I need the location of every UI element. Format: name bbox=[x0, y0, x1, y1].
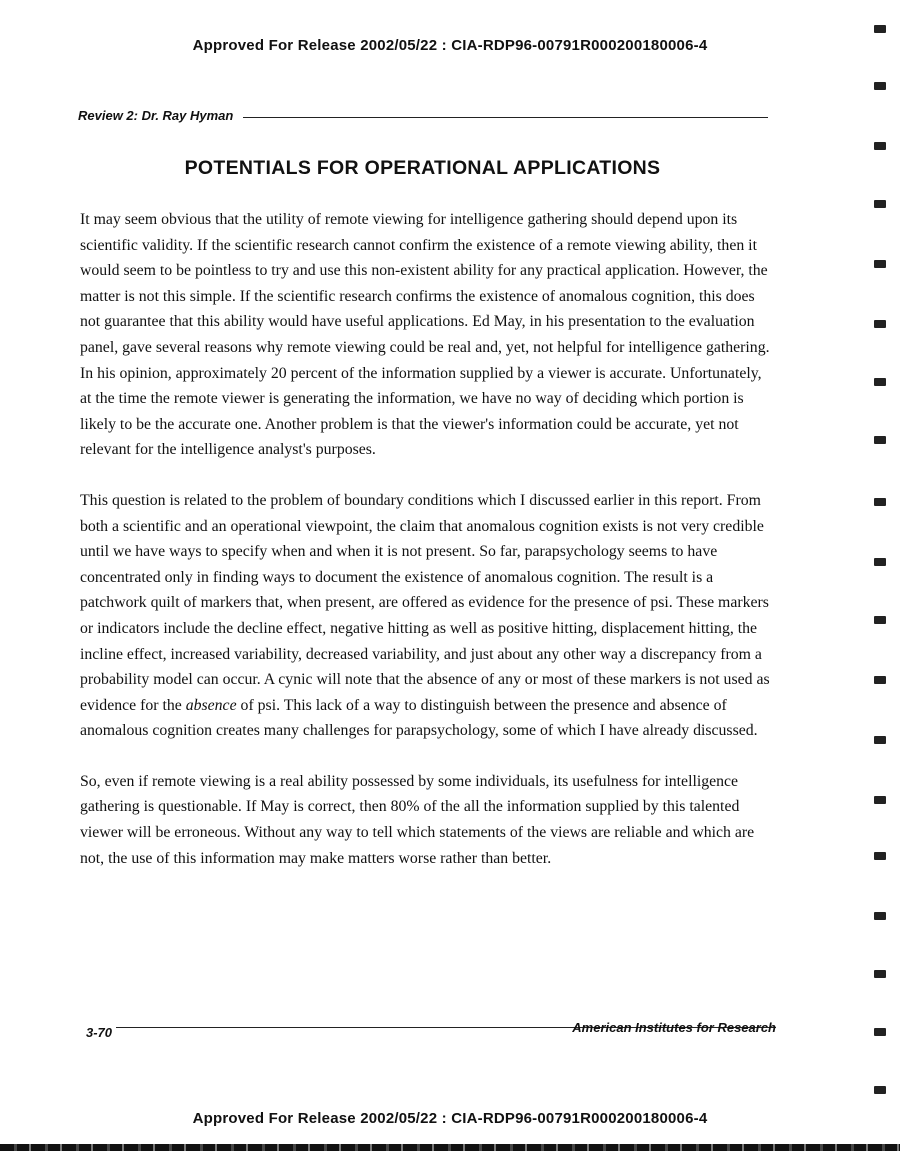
paragraph-2-text-a: This question is related to the problem of boundary conditions which I discussed earlier in this report. From both a scientific and an operational viewpoint, the claim that anomalous cognition exists is not very credible until we have ways to specify when and when it is not present. So far, parapsychology seems to have concentrated only in finding ways to document the existence of anomalous cognition. The result is a patchwork quilt of markers that, when present, are offered as evidence for the presence of psi. These markers or indicators include the decline effect, negative hitting as well as positive hitting, displacement hitting, the incline effect, increased variability, decreased variability, and just about any other way a discrepancy from a probability model can occur. A cynic will note that the absence of any or most of these markers is not used as evidence for the bbox=[80, 491, 770, 714]
organization-name: American Institutes for Research bbox=[572, 1020, 776, 1035]
scan-mark bbox=[874, 616, 886, 624]
scan-mark bbox=[874, 1086, 886, 1094]
paragraph-2-text-b: of psi. This lack of a way to distinguish between the presence and absence of anomalous cognition creates many challenges for parapsychology, some of which I have already discussed. bbox=[80, 696, 758, 740]
scan-mark bbox=[874, 558, 886, 566]
header-rule bbox=[243, 117, 768, 118]
paragraph-2 bbox=[80, 488, 770, 744]
scan-edge-strip bbox=[0, 1144, 900, 1151]
scan-mark bbox=[874, 796, 886, 804]
scan-mark bbox=[874, 970, 886, 978]
release-stamp-bottom: Approved For Release 2002/05/22 : CIA-RDP96-00791R000200180006-4 bbox=[192, 1110, 708, 1127]
scan-mark bbox=[874, 378, 886, 386]
scan-mark bbox=[874, 736, 886, 744]
section-title: POTENTIALS FOR OPERATIONAL APPLICATIONS bbox=[184, 157, 661, 179]
scan-mark bbox=[874, 142, 886, 150]
scan-mark bbox=[874, 498, 886, 506]
scan-mark bbox=[874, 676, 886, 684]
paragraph-2-emphasis: absence bbox=[185, 696, 237, 714]
body-text bbox=[80, 207, 770, 896]
page-footer bbox=[86, 1020, 776, 1050]
running-header bbox=[78, 108, 768, 123]
scan-mark bbox=[874, 200, 886, 208]
scan-mark bbox=[874, 320, 886, 328]
page-number: 3-70 bbox=[86, 1025, 113, 1040]
scan-mark bbox=[874, 852, 886, 860]
scan-mark bbox=[874, 25, 886, 33]
scan-mark bbox=[874, 82, 886, 90]
scan-margin-marks bbox=[870, 20, 892, 1100]
scan-mark bbox=[874, 912, 886, 920]
scan-mark bbox=[874, 1028, 886, 1036]
review-author-label: Review 2: Dr. Ray Hyman bbox=[78, 108, 234, 123]
paragraph-3: So, even if remote viewing is a real ability possessed by some individuals, its usefulness for intelligence gathering is questionable. If May is correct, then 80% of the all the information supplied by this talented viewer will be erroneous. Without any way to tell which statements of the views are reliable and which are not, the use of this information may make matters worse rather than better. bbox=[80, 772, 755, 867]
scan-mark bbox=[874, 436, 886, 444]
paragraph-1: It may seem obvious that the utility of remote viewing for intelligence gathering should depend upon its scientific validity. If the scientific research cannot confirm the existence of a remote viewing ability, then it would seem to be pointless to try and use this non-existent ability for any practical application. However, the matter is not this simple. If the scientific research confirms the existence of anomalous cognition, this does not guarantee that this ability would have useful applications. Ed May, in his presentation to the evaluation panel, gave several reasons why remote viewing could be real and, yet, not helpful for intelligence gathering. In his opinion, approximately 20 percent of the information supplied by a viewer is accurate. Unfortunately, at the time the remote viewer is generating the information, we have no way of deciding which portion is likely to be the accurate one. Another problem is that the viewer's information could be accurate, yet not relevant for the intelligence analyst's purposes. bbox=[80, 211, 770, 459]
scan-mark bbox=[874, 260, 886, 268]
release-stamp-top: Approved For Release 2002/05/22 : CIA-RDP96-00791R000200180006-4 bbox=[192, 37, 708, 54]
